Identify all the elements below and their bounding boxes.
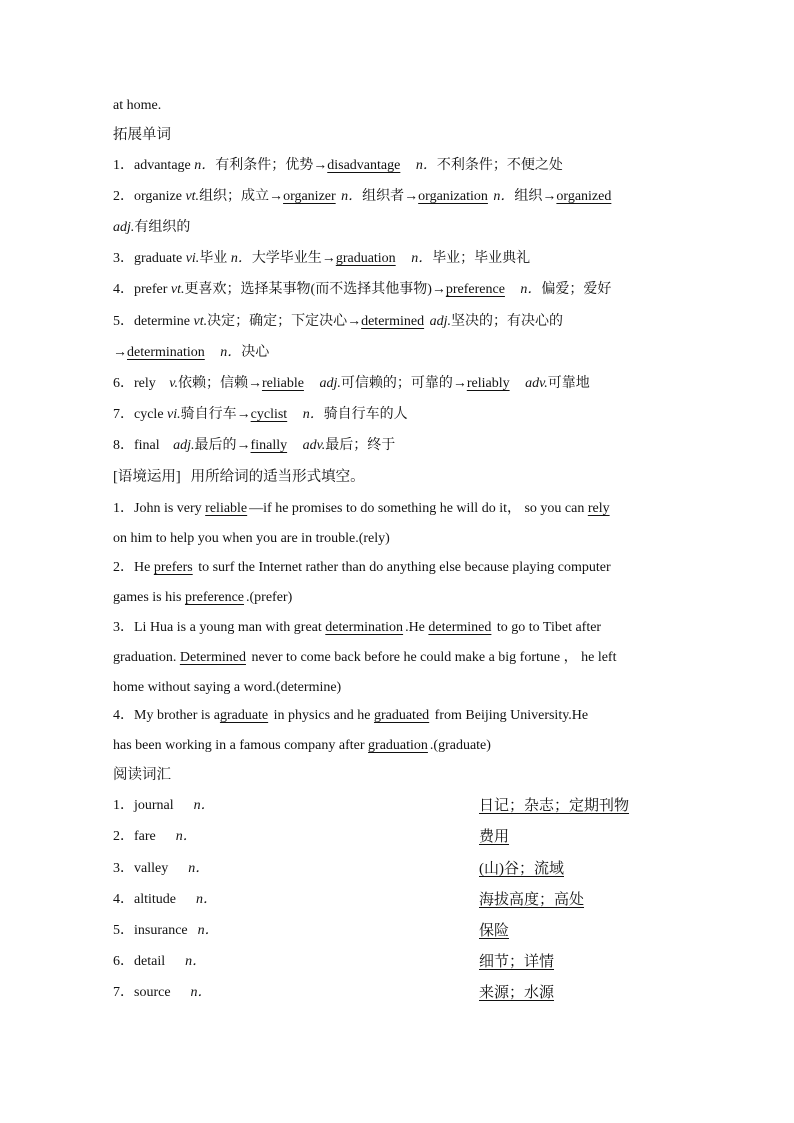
answer-blank: graduation	[368, 738, 428, 753]
context-question-3: 3．Li Hua is a young man with great determination .He determined to go to Tibet after	[113, 620, 602, 635]
reading-item-4: 4．altitude n． 海拔高度；高处	[113, 892, 585, 908]
context-question-2: 2．He prefers to surf the Internet rather than do anything else because playing computer	[113, 560, 611, 575]
answer-blank: reliable	[261, 376, 304, 391]
expansion-item-4: 4．prefer vt.更喜欢；选择某事物(而不选择其他事物)→preference n．偏爱；爱好	[113, 282, 612, 297]
context-question-1: 1．John is very reliable —if he promises to do something he will do it， so you can rely	[113, 501, 610, 516]
context-question-1-cont: on him to help you when you are in trouble.(rely)	[113, 531, 390, 546]
answer-blank: prefers	[153, 560, 193, 575]
answer-blank: preference	[445, 282, 505, 297]
reading-meaning: 海拔高度；高处	[479, 892, 585, 908]
expansion-item-7: 7．cycle vi.骑自行车→cyclist n．骑自行车的人	[113, 407, 408, 422]
reading-item-7: 7．source n． 来源；水源	[113, 985, 555, 1001]
answer-blank: organization	[418, 189, 488, 204]
answer-blank: disadvantage	[327, 158, 401, 173]
answer-blank: Determined	[179, 650, 246, 665]
answer-blank: graduation	[335, 251, 396, 266]
context-question-3-cont: graduation. Determined never to come back before he could make a big fortune ， he left	[113, 650, 617, 665]
answer-blank: determination	[127, 345, 205, 360]
context-instruction: 用所给词的适当形式填空。	[190, 469, 365, 485]
reading-item-2: 2．fare n． 费用	[113, 829, 510, 845]
answer-blank: finally	[250, 438, 288, 453]
answer-blank: reliable	[205, 501, 248, 516]
intro-tail-text: at home.	[113, 98, 162, 113]
expansion-item-2-cont: adj.有组织的	[113, 220, 191, 235]
section-heading-reading: 阅读词汇	[113, 767, 171, 783]
reading-meaning: 费用	[479, 829, 510, 845]
reading-meaning: 日记；杂志；定期刊物	[479, 798, 630, 814]
context-question-4: 4．My brother is agraduate in physics and he graduated from Beijing University.He	[113, 708, 589, 723]
context-heading	[113, 467, 685, 487]
answer-blank: graduate	[219, 708, 269, 723]
reading-meaning: 保险	[479, 923, 510, 939]
expansion-item-8: 8．final adj.最后的→finally adv.最后；终于	[113, 438, 396, 453]
answer-blank: cyclist	[250, 407, 288, 422]
expansion-item-2: 2．organize vt.组织；成立→organizer n．组织者→organization n．组织→organized	[113, 189, 612, 204]
reading-item-3: 3．valley n． (山)谷；流域	[113, 861, 564, 877]
expansion-item-5: 5．determine vt.决定；确定；下定决心→determined adj.坚决的；有决心的	[113, 314, 563, 329]
expansion-item-5-cont: →determination n．决心	[113, 345, 270, 360]
context-question-4-cont: has been working in a famous company after graduation .(graduate)	[113, 738, 491, 753]
reading-meaning: 细节；详情	[479, 954, 555, 970]
reading-item-6: 6．detail n． 细节；详情	[113, 954, 555, 970]
answer-blank: preference	[184, 590, 245, 605]
reading-meaning: 来源；水源	[479, 985, 555, 1001]
answer-blank: reliably	[466, 376, 510, 391]
expansion-item-1: 1．advantage n．有利条件；优势→disadvantage n．不利条件；不便之处	[113, 158, 563, 173]
expansion-item-3: 3．graduate vi.毕业 n．大学毕业生→graduation n．毕业；毕业典礼	[113, 251, 531, 266]
answer-blank: organizer	[283, 189, 336, 204]
answer-blank: determined	[428, 620, 492, 635]
reading-item-1: 1．journal n． 日记；杂志；定期刊物	[113, 798, 630, 814]
answer-blank: determination	[325, 620, 404, 635]
reading-item-5: 5．insurance n． 保险	[113, 923, 510, 939]
reading-meaning: (山)谷；流域	[479, 861, 564, 877]
answer-blank: organized	[556, 189, 612, 204]
answer-blank: rely	[587, 501, 610, 516]
answer-blank: graduated	[373, 708, 430, 723]
expansion-item-6: 6．rely v.依赖；信赖→reliable adj.可信赖的；可靠的→reliably adv.可靠地	[113, 376, 590, 391]
context-question-3-cont2: home without saying a word.(determine)	[113, 680, 342, 695]
section-heading-expansion: 拓展单词	[113, 127, 171, 143]
answer-blank: determined	[361, 314, 425, 329]
context-question-2-cont: games is his preference .(prefer)	[113, 590, 293, 605]
context-tag: [语境运用]	[113, 469, 181, 485]
